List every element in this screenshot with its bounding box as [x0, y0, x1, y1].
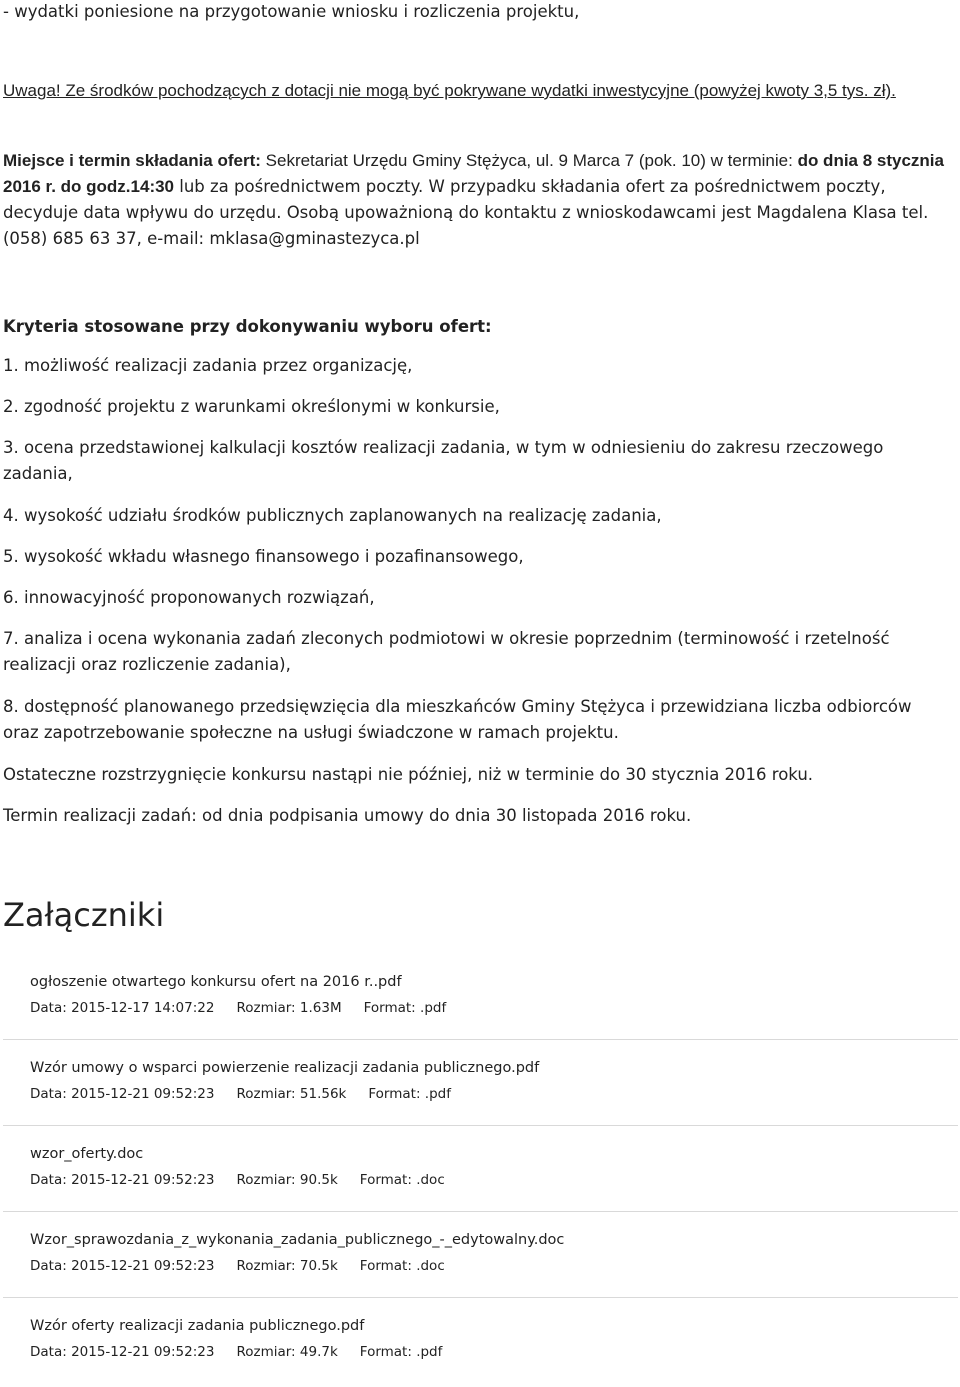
attachment-link[interactable]: ogłoszenie otwartego konkursu ofert na 2016 r..pdf: [30, 974, 402, 990]
attachment-meta: [30, 1256, 930, 1276]
attachment-format: Format: .pdf: [363, 1000, 447, 1016]
attachment-meta: [30, 1342, 930, 1362]
attachment-size: Rozmiar: 49.7k: [236, 1344, 338, 1360]
attachment-size: Rozmiar: 70.5k: [236, 1258, 338, 1274]
attachment-link[interactable]: Wzor_sprawozdania_z_wykonania_zadania_publicznego_-_edytowalny.doc: [30, 1232, 565, 1248]
submission-label: Miejsce i termin składania ofert:: [3, 151, 261, 170]
attachment-meta: [30, 998, 930, 1018]
attachment-format: Format: .doc: [359, 1258, 445, 1274]
attachment-link[interactable]: wzor_oferty.doc: [30, 1146, 144, 1162]
attachment-item: [30, 1058, 930, 1104]
divider: [3, 1125, 958, 1126]
attachment-format: Format: .doc: [359, 1172, 445, 1188]
attachment-item: [30, 1316, 930, 1362]
submission-info: [3, 148, 948, 252]
warning-note: Uwaga! Ze środków pochodzących z dotacji nie mogą być pokrywane wydatki inwestycyjne (powyżej kwoty 3,5 tys. zł).: [3, 81, 896, 100]
attachment-date: Data: 2015-12-21 09:52:23: [30, 1172, 215, 1188]
submission-details: lub za pośrednictwem poczty. W przypadku składania ofert za pośrednictwem poczty, decyduje data wpływu do urzędu. Osobą upoważnioną do kontaktu z wnioskodawcami jest Magdalena Klasa tel. (058) 685 63 37, e-mail: mklasa@gminastezyca.pl: [3, 177, 929, 248]
divider: [3, 1297, 958, 1298]
attachment-format: Format: .pdf: [368, 1086, 451, 1102]
criteria-item: 2. zgodność projektu z warunkami określonymi w konkursie,: [3, 397, 500, 416]
criteria-item: 4. wysokość udziału środków publicznych zaplanowanych na realizację zadania,: [3, 506, 662, 525]
attachment-format: Format: .pdf: [359, 1344, 443, 1360]
attachment-item: [30, 1144, 930, 1190]
attachment-date: Data: 2015-12-17 14:07:22: [30, 1000, 215, 1016]
realization-term: Termin realizacji zadań: od dnia podpisania umowy do dnia 30 listopada 2016 roku.: [3, 806, 692, 825]
final-decision: Ostateczne rozstrzygnięcie konkursu nastąpi nie później, niż w terminie do 30 stycznia 2016 roku.: [3, 765, 814, 784]
attachment-item: [30, 1230, 930, 1276]
attachment-meta: [30, 1084, 930, 1104]
attachment-size: Rozmiar: 51.56k: [236, 1086, 347, 1102]
attachment-link[interactable]: Wzór oferty realizacji zadania publicznego.pdf: [30, 1318, 365, 1334]
divider: [3, 1039, 958, 1040]
submission-deadline: do dnia 8 stycznia 2016 r. do godz.14:30: [3, 151, 944, 196]
attachment-size: Rozmiar: 90.5k: [236, 1172, 338, 1188]
attachment-size: Rozmiar: 1.63M: [236, 1000, 342, 1016]
attachment-date: Data: 2015-12-21 09:52:23: [30, 1258, 215, 1274]
attachment-date: Data: 2015-12-21 09:52:23: [30, 1344, 215, 1360]
attachment-item: [30, 972, 930, 1018]
attachment-link[interactable]: Wzór umowy o wsparci powierzenie realizacji zadania publicznego.pdf: [30, 1060, 540, 1076]
attachment-meta: [30, 1170, 930, 1190]
criteria-item: 6. innowacyjność proponowanych rozwiązań,: [3, 588, 375, 607]
criteria-item: 5. wysokość wkładu własnego finansowego i pozafinansowego,: [3, 547, 524, 566]
attachments-title: Załączniki: [3, 896, 165, 934]
intro-line: - wydatki poniesione na przygotowanie wniosku i rozliczenia projektu,: [3, 2, 580, 21]
attachment-date: Data: 2015-12-21 09:52:23: [30, 1086, 215, 1102]
criteria-item: 7. analiza i ocena wykonania zadań zleconych podmiotowi w okresie poprzednim (terminowość i rzetelność realizacji oraz rozliczenie zadania),: [3, 629, 890, 674]
criteria-heading: Kryteria stosowane przy dokonywaniu wyboru ofert:: [3, 317, 492, 336]
criteria-item: 1. możliwość realizacji zadania przez organizację,: [3, 356, 413, 375]
divider: [3, 1211, 958, 1212]
criteria-item: 8. dostępność planowanego przedsięwzięcia dla mieszkańców Gminy Stężyca i przewidziana liczba odbiorców oraz zapotrzebowanie społeczne na usługi świadczone w ramach projektu.: [3, 697, 912, 742]
submission-place: Sekretariat Urzędu Gminy Stężyca, ul. 9 Marca 7 (pok. 10) w terminie:: [260, 151, 798, 170]
criteria-item: 3. ocena przedstawionej kalkulacji kosztów realizacji zadania, w tym w odniesieniu do zakresu rzeczowego zadania,: [3, 438, 884, 483]
